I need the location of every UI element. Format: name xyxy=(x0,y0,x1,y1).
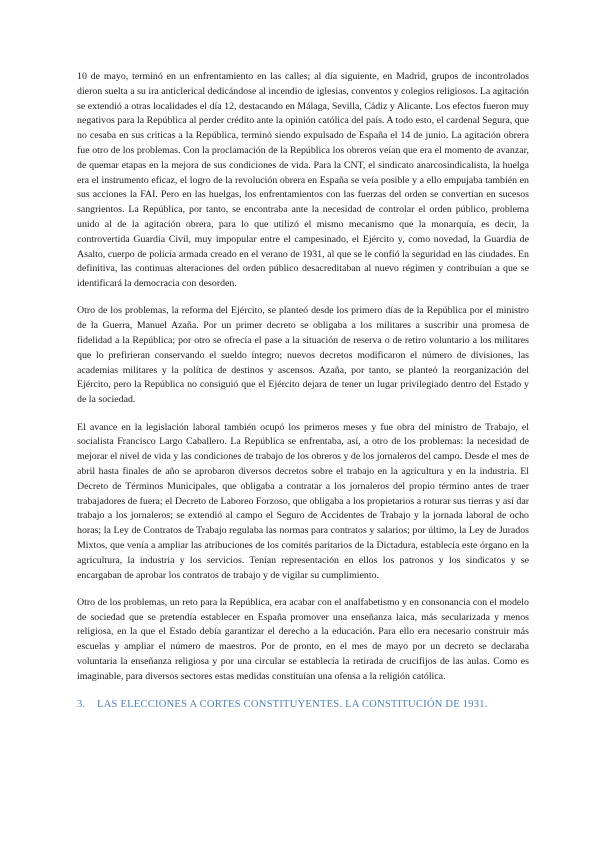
document-page xyxy=(77,70,529,713)
section-title: LAS ELECCIONES A CORTES CONSTITUYENTES. LA CONSTITUCIÓN DE 1931. xyxy=(97,699,488,711)
section-heading xyxy=(77,697,529,713)
paragraph-education: Otro de los problemas, un reto para la República, era acabar con el analfabetismo y en consonancia con el modelo de sociedad que se pretendía establecer en España promover una enseñanza laica, más secularizada y menos religiosa, en la que el Estado debía garantizar el derecho a la educación. Para ello era necesario construir más escuelas y ampliar el número de maestros. Por de pronto, en el mes de mayo por un decreto se declaraba voluntaria la enseñanza religiosa y por una circular se establecía la retirada de crucifijos de las aulas. Como es imaginable, para diversos sectores estas medidas constituían una ofensa a la religión católica. xyxy=(77,596,529,682)
paragraph-order-public: 10 de mayo, terminó en un enfrentamiento en las calles; al día siguiente, en Madrid, grupos de incontrolados dieron suelta a su ira anticlerical dedicándose al incendio de iglesias, conventos y colegios religiosos. La agitación se extendió a otras localidades el día 12, destacando en Málaga, Sevilla, Cádiz y Alicante. Los efectos fueron muy negativos para la República al perder crédito ante la opinión católica del país. A todo esto, el cardenal Segura, que no cesaba en sus críticas a la República, terminó siendo expulsado de España el 14 de junio. La agitación obrera fue otro de los problemas. Con la proclamación de la República los obreros veían que era el momento de avanzar, de quemar etapas en la mejora de sus condiciones de vida. Para la CNT, el sindicato anarcosindicalista, la huelga era el instrumento eficaz, el logro de la revolución obrera en España se veía posible y a ello empujaba también en sus acciones la FAI. Pero en las huelgas, los enfrentamientos con las fuerzas del orden se convertían en sucesos sangrientos. La República, por tanto, se encontraba ante la necesidad de controlar el orden público, problema unido al de la agitación obrera, para lo que utilizó el mismo mecanismo que la monarquía, es decir, la controvertida Guardia Civil, muy impopular entre el campesinado, el Ejército y, como novedad, la Guardia de Asalto, cuerpo de policía armada creado en el verano de 1931, al que se le confió la seguridad en las ciudades. En definitiva, las continuas alteraciones del orden público desacreditaban al nuevo régimen y contribuían a que se identificará la democracia con desorden. xyxy=(77,71,529,290)
paragraph-army-reform: Otro de los problemas, la reforma del Ejército, se planteó desde los primero días de la República por el ministro de la Guerra, Manuel Azaña. Por un primer decreto se obligaba a los militares a suscribir una promesa de fidelidad a la República; por otro se ofrecía el pase a la situación de reserva o de retiro voluntario a los militares que lo prefirieran conservando el sueldo íntegro; nuevos decretos modificaron el número de divisiones, las academias militares y la política de destinos y ascensos. Azaña, por tanto, se planteó la reorganización del Ejército, pero la República no consiguió que el Ejército dejara de tener un lugar privilegiado dentro del Estado y de la sociedad. xyxy=(77,305,529,406)
section-number: 3. xyxy=(77,699,86,711)
paragraph-labour-legislation: El avance en la legislación laboral también ocupó los primeros meses y fue obra del ministro de Trabajo, el socialista Francisco Largo Caballero. La República se enfrentaba, así, a otro de los problemas: la necesidad de mejorar el nivel de vida y las condiciones de trabajo de los obreros y de los jornaleros del campo. Desde el mes de abril hasta finales de año se aprobaron diversos decretos sobre el trabajo en la agricultura y en la industria. El Decreto de Términos Municipales, que obligaba a contratar a los jornaleros del propio término antes de traer trabajadores de fuera; el Decreto de Laboreo Forzoso, que obligaba a los propietarios a roturar sus tierras y así dar trabajo a los jornaleros; se extendió al campo el Seguro de Accidentes de Trabajo y la jornada laboral de ocho horas; la Ley de Contratos de Trabajo regulaba las normas para contratos y salarios; por último, la Ley de Jurados Mixtos, que venía a ampliar las atribuciones de los comités paritarios de la Dictadura, establecía este órgano en la agricultura, la industria y los servicios. Tenían representación en ellos los patronos y los sindicatos y se encargaban de aprobar los contratos de trabajo y de vigilar su cumplimiento. xyxy=(77,421,529,581)
